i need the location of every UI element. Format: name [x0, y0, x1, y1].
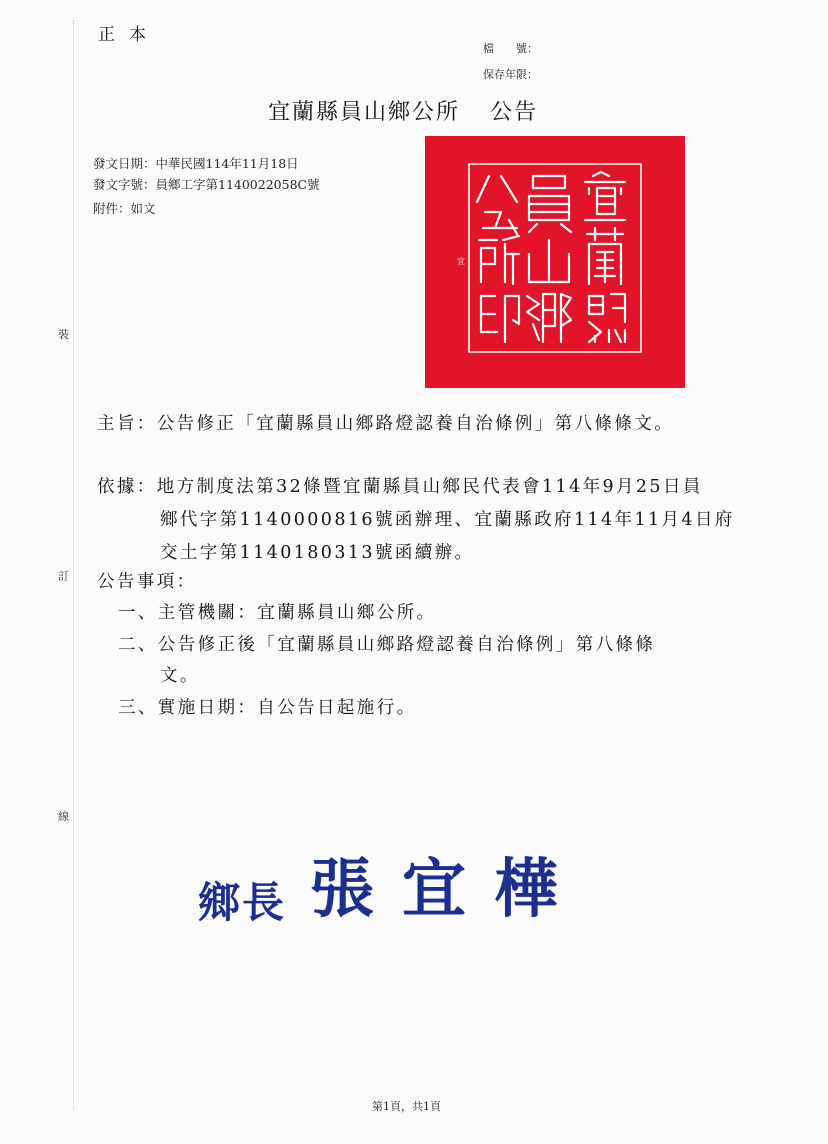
signature-title: 鄉長 — [198, 878, 287, 927]
basis-line-2: 鄉代字第1140000816號函辦理、宜蘭縣政府114年11月4日府 — [160, 510, 735, 530]
copy-mark: 正本 — [98, 25, 160, 45]
title-type: 公告 — [490, 100, 539, 125]
margin-mark-line: 線 — [58, 810, 69, 823]
items-heading: 公告事項： — [97, 572, 197, 592]
seal-side-mark: 宜 — [457, 257, 465, 266]
basis-line-1: 依據：地方制度法第32條暨宜蘭縣員山鄉民代表會114年9月25日員 — [97, 477, 703, 497]
page-footer: 第1頁，共1頁 — [372, 1100, 441, 1113]
list-item-continuation: 文。 — [160, 666, 200, 686]
signature-name: 張宜樺 — [310, 853, 587, 927]
list-item: 二、公告修正後「宜蘭縣員山鄉路燈認養自治條例」第八條條 — [118, 635, 656, 655]
file-number-label: 檔 號： — [483, 42, 538, 55]
binding-line — [73, 20, 74, 1110]
list-item: 三、實施日期：自公告日起施行。 — [118, 698, 417, 718]
list-item: 一、主管機關：宜蘭縣員山鄉公所。 — [118, 603, 437, 623]
seal-graphic — [425, 136, 685, 388]
signature-stamp — [198, 838, 586, 930]
official-seal-stamp — [425, 136, 685, 388]
issue-number: 發文字號：員鄉工字第1140022058C號 — [93, 177, 320, 192]
retention-label: 保存年限： — [483, 68, 538, 81]
document-title — [268, 95, 538, 126]
basis-line-3: 交土字第1140180313號函續辦。 — [160, 543, 475, 563]
title-office: 宜蘭縣員山鄉公所 — [268, 100, 461, 125]
margin-mark-staple: 訂 — [58, 570, 69, 583]
subject-line: 主旨：公告修正「宜蘭縣員山鄉路燈認養自治條例」第八條條文。 — [97, 414, 675, 434]
margin-mark-bind: 裝 — [58, 328, 69, 341]
issue-date: 發文日期：中華民國114年11月18日 — [93, 156, 299, 171]
attachment-note: 附件：如文 — [93, 201, 156, 216]
